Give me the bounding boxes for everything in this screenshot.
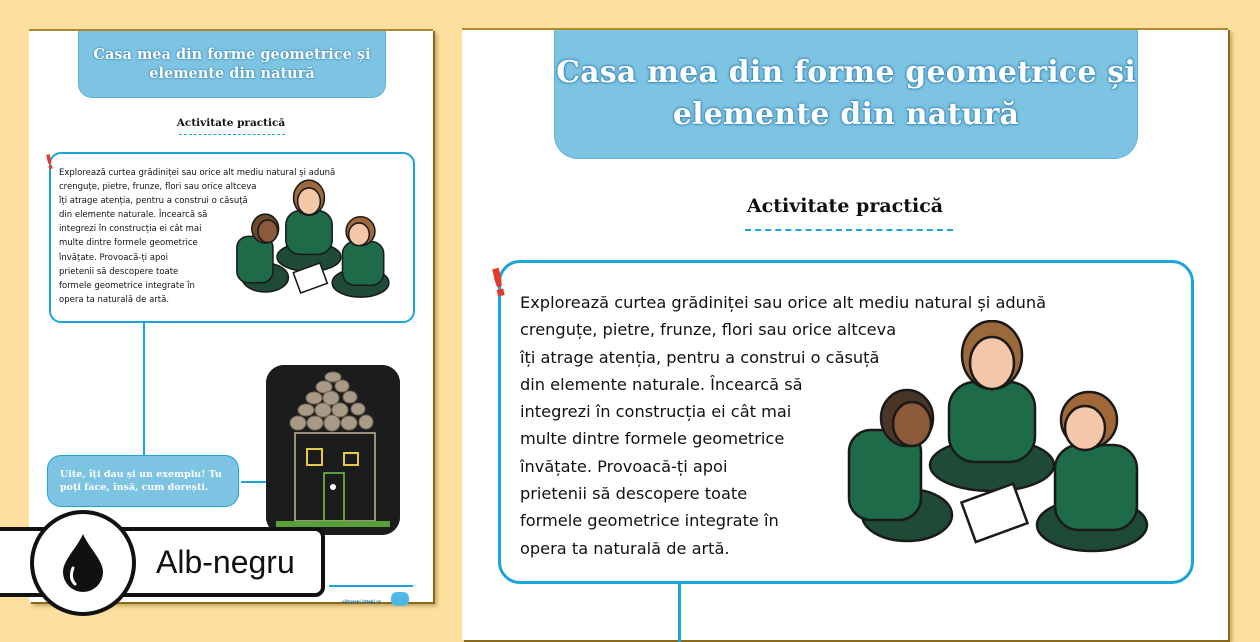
document-page-zoomed bbox=[462, 28, 1228, 640]
text-line: Explorează curtea grădiniței sau orice alt mediu natural și adună bbox=[520, 293, 1047, 312]
text-line: îți atrage atenția, pentru a construi o căsuță bbox=[520, 347, 880, 367]
text-line: Explorează curtea grădiniței sau orice alt mediu natural și adună bbox=[59, 168, 336, 178]
text-line: învățate. Provoacă-ți apoi bbox=[59, 252, 168, 263]
title-line-1: Casa mea din forme geometrice și bbox=[556, 55, 1136, 90]
connector-line bbox=[241, 481, 266, 483]
text-line: prietenii să descopere toate bbox=[59, 266, 179, 277]
dashed-underline bbox=[745, 229, 953, 231]
text-line: crenguțe, pietre, frunze, flori sau orice altceva bbox=[520, 320, 897, 340]
text-line: formele geometrice integrate în bbox=[520, 511, 779, 531]
text-line: din elemente naturale. Încearcă să bbox=[520, 374, 803, 394]
example-house-photo bbox=[266, 365, 400, 535]
text-line: învățate. Provoacă-ți apoi bbox=[520, 456, 728, 476]
text-line: formele geometrice integrate în bbox=[59, 280, 195, 291]
example-callout bbox=[47, 455, 239, 507]
text-line: din elemente naturale. Încearcă să bbox=[59, 210, 208, 221]
title-banner bbox=[554, 30, 1138, 159]
text-line: crenguțe, pietre, frunze, flori sau orice altceva bbox=[59, 182, 257, 193]
text-line: integrezi în construcția ei cât mai bbox=[520, 402, 792, 422]
callout-line-2: poți face, însă, cum dorești. bbox=[60, 482, 209, 493]
text-line: multe dintre formele geometrice bbox=[520, 429, 785, 449]
section-subtitle: Activitate practică bbox=[746, 195, 944, 217]
footer-website: viitoarei inteki ro bbox=[342, 599, 382, 604]
footer-rule bbox=[329, 585, 413, 587]
connector-line bbox=[678, 582, 681, 642]
brand-logo bbox=[391, 592, 409, 606]
text-line: opera ta naturală de artă. bbox=[59, 294, 170, 305]
ink-drop-icon bbox=[59, 532, 107, 594]
badge-icon-circle bbox=[30, 510, 136, 616]
children-illustration bbox=[827, 320, 1157, 560]
exclamation-icon: ! bbox=[42, 149, 57, 175]
title-line-2: elemente din natură bbox=[672, 97, 1020, 132]
page-title bbox=[93, 45, 370, 83]
title-banner bbox=[78, 31, 386, 98]
exclamation-icon: ! bbox=[485, 259, 512, 307]
text-line: opera ta naturală de artă. bbox=[520, 538, 730, 558]
section-subtitle: Activitate practică bbox=[176, 117, 286, 129]
text-line: îți atrage atenția, pentru a construi o căsuță bbox=[59, 196, 248, 207]
page-title bbox=[556, 52, 1136, 136]
title-line-1: Casa mea din forme geometrice și bbox=[93, 46, 371, 63]
children-illustration bbox=[224, 179, 394, 304]
connector-line bbox=[143, 321, 145, 456]
text-line: prietenii să descopere toate bbox=[520, 484, 748, 504]
callout-line-1: Uite, îți dau și un exemplu! Tu bbox=[60, 469, 222, 480]
dashed-underline bbox=[179, 134, 285, 135]
text-line: integrezi în construcția ei cât mai bbox=[59, 224, 202, 235]
badge-label: Alb-negru bbox=[156, 544, 295, 580]
text-line: multe dintre formele geometrice bbox=[59, 238, 198, 249]
title-line-2: elemente din natură bbox=[149, 65, 315, 82]
